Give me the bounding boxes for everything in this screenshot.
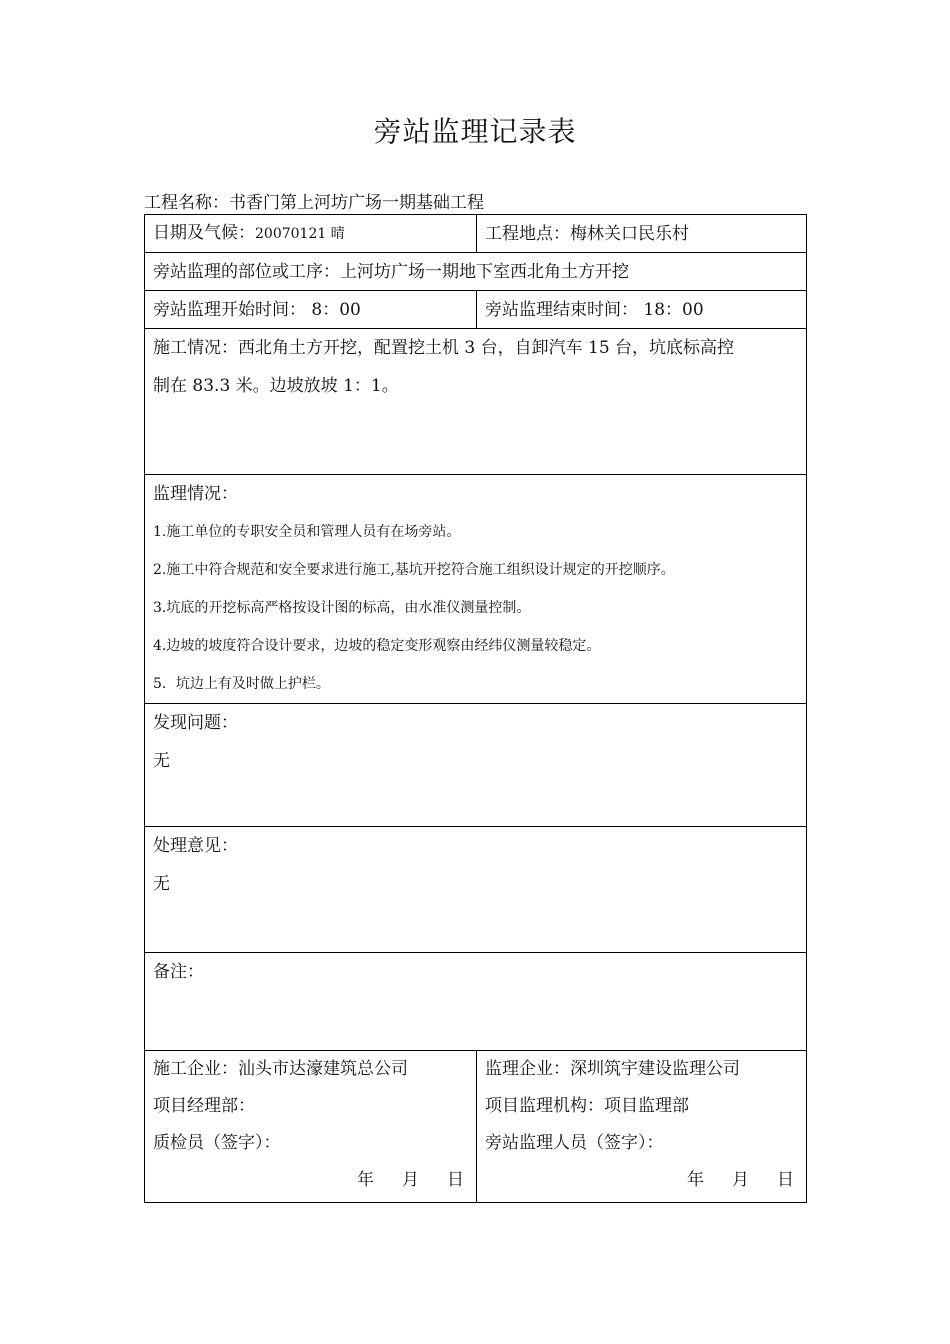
problems-section xyxy=(145,704,807,827)
construction-line-1: 施工情况：西北角土方开挖，配置挖土机 3 台，自卸汽车 15 台，坑底标高控 xyxy=(153,338,735,358)
supervision-item-1: 1.施工单位的专职安全员和管理人员有在场旁站。 xyxy=(153,524,461,540)
supervisor-date xyxy=(485,1162,798,1199)
contractor-date xyxy=(153,1162,468,1199)
record-table xyxy=(144,214,807,1203)
contractor-inspector: 质检员（签字）： xyxy=(153,1133,281,1153)
contractor-dept: 项目经理部： xyxy=(153,1096,255,1116)
opinions-section xyxy=(145,827,807,953)
supervision-part-cell: 旁站监理的部位或工序：上河坊广场一期地下室西北角土方开挖 xyxy=(145,253,807,291)
opinions-label: 处理意见： xyxy=(153,836,238,856)
problems-label: 发现问题： xyxy=(153,713,238,733)
construction-line-2: 制在 83.3 米。边坡放坡 1：1。 xyxy=(153,376,399,396)
contractor-date-day: 日 xyxy=(447,1170,464,1190)
supervision-item-3: 3.坑底的开挖标高严格按设计图的标高，由水准仪测量控制。 xyxy=(153,600,531,616)
remarks-label: 备注： xyxy=(153,962,204,982)
contractor-date-month: 月 xyxy=(402,1170,419,1190)
supervision-item-2: 2.施工中符合规范和安全要求进行施工,基坑开挖符合施工组织设计规定的开挖顺序。 xyxy=(153,562,675,578)
contractor-date-year: 年 xyxy=(357,1170,374,1190)
project-name: 工程名称：书香门第上河坊广场一期基础工程 xyxy=(144,193,484,213)
document-title: 旁站监理记录表 xyxy=(373,115,577,148)
supervisor-company: 监理企业：深圳筑宇建设监理公司 xyxy=(485,1059,740,1079)
supervisor-date-month: 月 xyxy=(732,1170,749,1190)
supervisor-date-day: 日 xyxy=(777,1170,794,1190)
remarks-section xyxy=(145,953,807,1051)
supervisor-sign-cell xyxy=(477,1051,807,1203)
location-cell: 工程地点：梅林关口民乐村 xyxy=(477,215,807,253)
supervision-section xyxy=(145,475,807,704)
supervision-item-4: 4.边坡的坡度符合设计要求，边坡的稳定变形观察由经纬仪测量较稳定。 xyxy=(153,638,601,654)
supervisor-person: 旁站监理人员（签字）： xyxy=(485,1133,664,1153)
supervision-label: 监理情况： xyxy=(153,484,238,504)
construction-section xyxy=(145,329,807,475)
contractor-company: 施工企业：汕头市达濠建筑总公司 xyxy=(153,1059,408,1079)
contractor-sign-cell xyxy=(145,1051,477,1203)
date-weather-label: 日期及气候： xyxy=(153,223,255,243)
date-weather-value: 20070121 晴 xyxy=(255,226,345,242)
supervision-item-5: 5．坑边上有及时做上护栏。 xyxy=(153,676,330,692)
problems-value: 无 xyxy=(153,751,170,771)
date-weather-cell xyxy=(145,215,477,253)
supervisor-org: 项目监理机构：项目监理部 xyxy=(485,1096,689,1116)
supervisor-date-year: 年 xyxy=(687,1170,704,1190)
end-time-cell: 旁站监理结束时间： 18：00 xyxy=(477,291,807,329)
opinions-value: 无 xyxy=(153,874,170,894)
start-time-cell: 旁站监理开始时间： 8：00 xyxy=(145,291,477,329)
